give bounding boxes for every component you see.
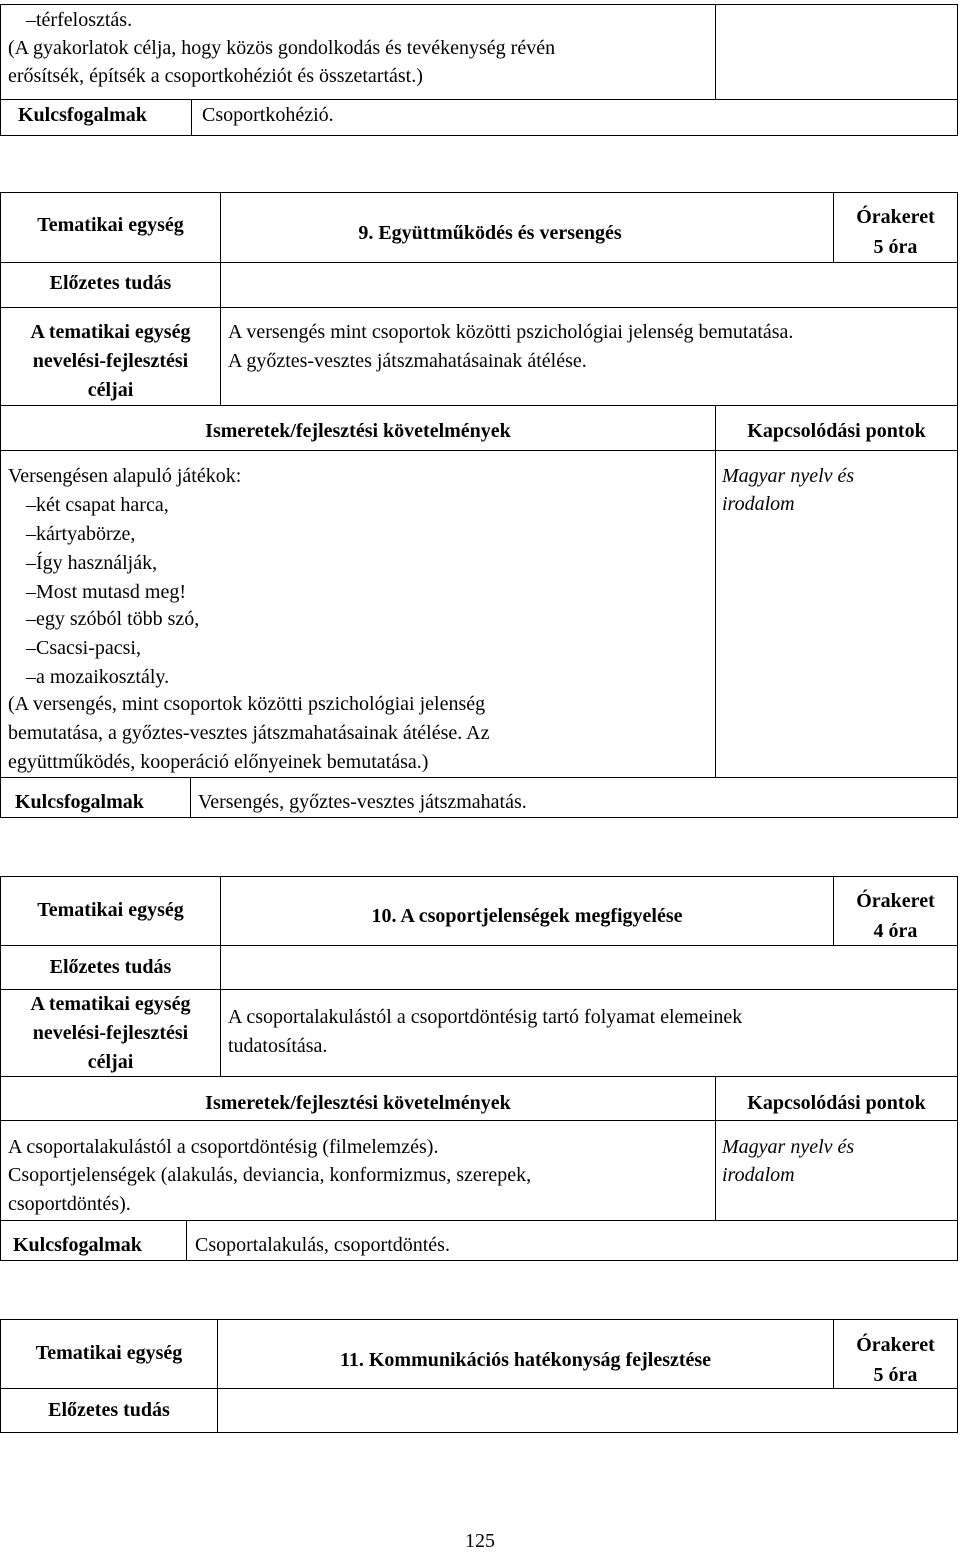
- u9-note-3: együttműködés, kooperáció előnyeinek bemutatása.): [8, 751, 429, 773]
- u10-kulcs-label: Kulcsfogalmak: [13, 1234, 142, 1256]
- u10-celjai-label-1: A tematikai egység: [30, 993, 191, 1015]
- u9-celjai-2: A győztes-vesztes játszmahatásainak átélése.: [228, 350, 587, 372]
- top-kulcs-label: Kulcsfogalmak: [18, 104, 147, 126]
- u11-elozetes-value-cell: [217, 1388, 958, 1433]
- u10-body-2: Csoportjelenségek (alakulás, deviancia, konformizmus, szerepek,: [8, 1164, 532, 1186]
- u9-kapcs-2: irodalom: [722, 493, 795, 515]
- u9-kulcs-label: Kulcsfogalmak: [15, 791, 144, 813]
- u9-item-1: – két csapat harca,: [26, 491, 169, 520]
- u11-title: 11. Kommunikációs hatékonyság fejlesztése: [339, 1349, 712, 1371]
- u9-elozetes-value-cell: [220, 262, 958, 308]
- top-right-cell: [715, 4, 958, 100]
- top-kulcs-value: Csoportkohézió.: [202, 104, 334, 126]
- u9-orakeret-label: Órakeret: [856, 206, 935, 228]
- u11-tematikai-label: Tematikai egység: [35, 1342, 183, 1364]
- top-line-2: (A gyakorlatok célja, hogy közös gondolkodás és tevékenység révén: [8, 37, 556, 59]
- u10-celjai-label-2: nevelési-fejlesztési: [32, 1022, 189, 1044]
- u11-orakeret-label: Órakeret: [856, 1334, 935, 1356]
- u10-elozetes-label: Előzetes tudás: [49, 956, 172, 978]
- u10-orakeret-label: Órakeret: [856, 890, 935, 912]
- top-line-3: erősítsék, építsék a csoportkohéziót és összetartást.): [8, 65, 423, 87]
- u10-celjai-1: A csoportalakulástól a csoportdöntésig tartó folyamat elemeinek: [228, 1006, 743, 1028]
- u10-ismeretek-head: Ismeretek/fejlesztési követelmények: [205, 1092, 511, 1114]
- u9-celjai-label-2: nevelési-fejlesztési: [32, 350, 189, 372]
- u9-ismeretek-head: Ismeretek/fejlesztési követelmények: [205, 420, 511, 442]
- top-line-1: – térfelosztás.: [26, 6, 132, 35]
- u10-orakeret-value: 4 óra: [873, 920, 918, 942]
- u9-orakeret-value: 5 óra: [873, 236, 918, 258]
- u9-note-1: (A versengés, mint csoportok közötti pszichológiai jelenség: [8, 693, 486, 715]
- u9-item-2: – kártyabörze,: [26, 520, 135, 549]
- u9-item-4: – Most mutasd meg!: [26, 578, 186, 607]
- u9-intro: Versengésen alapuló játékok:: [8, 465, 242, 487]
- u10-elozetes-value-cell: [220, 945, 958, 990]
- u9-item-5: – egy szóból több szó,: [26, 605, 199, 634]
- u10-body-1: A csoportalakulástól a csoportdöntésig (filmelemzés).: [8, 1136, 439, 1158]
- u11-orakeret-value: 5 óra: [873, 1364, 918, 1386]
- u9-item-3: – Így használják,: [26, 549, 157, 578]
- u9-celjai-1: A versengés mint csoportok közötti pszichológiai jelenség bemutatása.: [228, 321, 794, 343]
- u10-celjai-2: tudatosítása.: [228, 1035, 328, 1057]
- u9-kulcs-value: Versengés, győztes-vesztes játszmahatás.: [198, 791, 527, 813]
- u9-celjai-label-1: A tematikai egység: [30, 321, 191, 343]
- u9-item-6: – Csacsi-pacsi,: [26, 634, 141, 663]
- u9-tematikai-label: Tematikai egység: [37, 214, 184, 236]
- page-number: 125: [465, 1530, 495, 1552]
- u9-item-7: – a mozaikosztály.: [26, 663, 169, 692]
- u10-body-3: csoportdöntés).: [8, 1193, 131, 1215]
- u10-celjai-label-3: céljai: [87, 1051, 134, 1073]
- u9-kapcs-head: Kapcsolódási pontok: [747, 420, 926, 442]
- u9-elozetes-label: Előzetes tudás: [49, 272, 172, 294]
- u10-kapcs-2: irodalom: [722, 1164, 795, 1186]
- u9-title: 9. Együttműködés és versengés: [358, 222, 622, 244]
- u11-elozetes-label: Előzetes tudás: [48, 1399, 170, 1421]
- u10-kulcs-value: Csoportalakulás, csoportdöntés.: [195, 1234, 450, 1256]
- u10-title: 10. A csoportjelenségek megfigyelése: [371, 905, 683, 927]
- u9-note-2: bemutatása, a győztes-vesztes játszmahatásainak átélése. Az: [8, 722, 490, 744]
- u9-kapcs-1: Magyar nyelv és: [722, 465, 855, 487]
- u10-tematikai-label: Tematikai egység: [37, 899, 184, 921]
- u10-kapcs-1: Magyar nyelv és: [722, 1136, 855, 1158]
- u10-kapcs-head: Kapcsolódási pontok: [747, 1092, 926, 1114]
- u9-celjai-label-3: céljai: [87, 379, 134, 401]
